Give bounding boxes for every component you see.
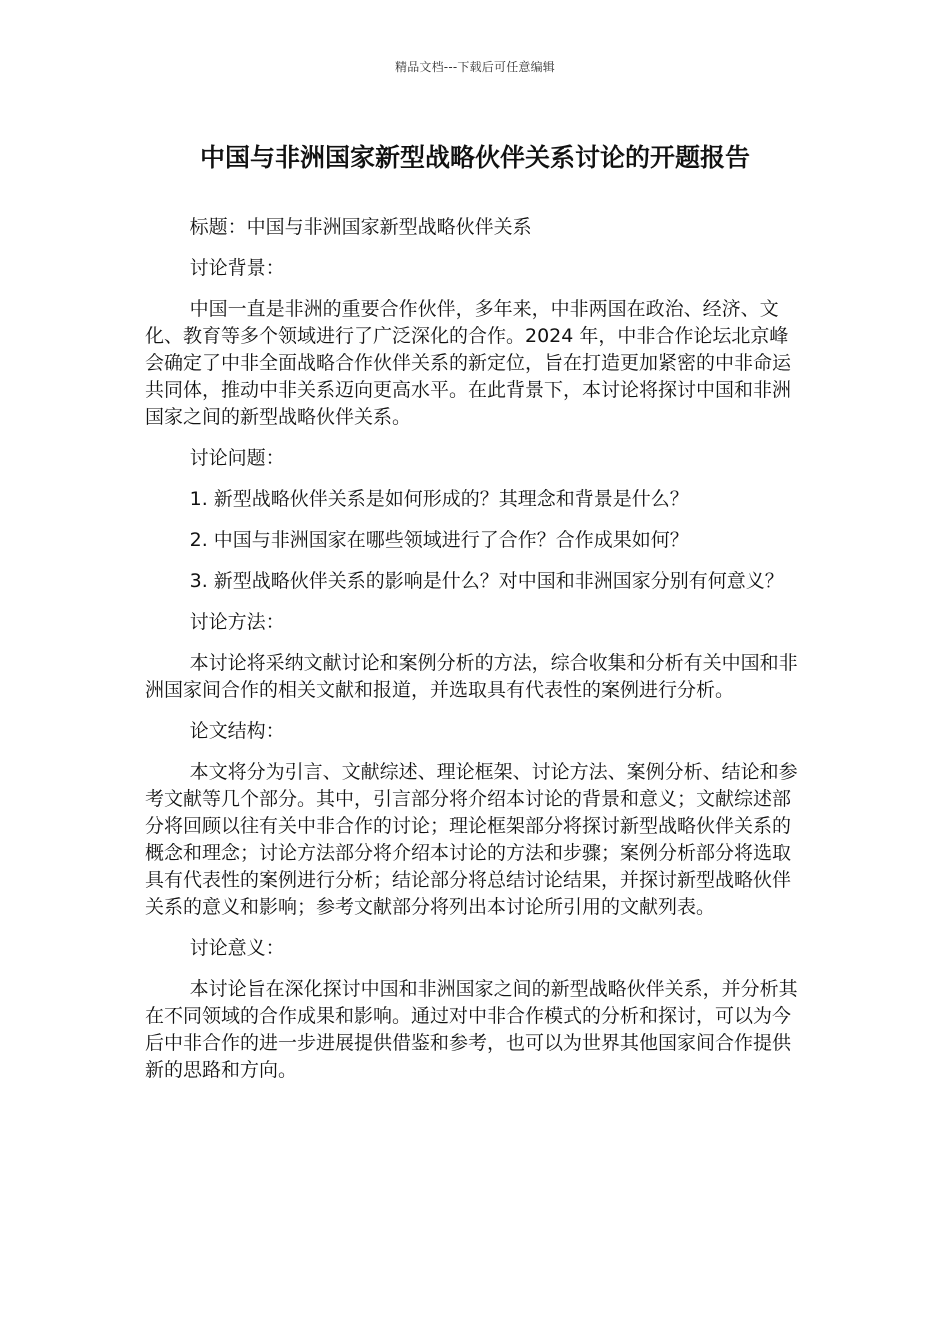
question-item-2: 2. 中国与非洲国家在哪些领域进行了合作？合作成果如何？	[189, 529, 689, 551]
structure-paragraph: 本文将分为引言、文献综述、理论框架、讨论方法、案例分析、结论和参考文献等几个部分。其中，引言部分将介绍本讨论的背景和意义；文献综述部分将回顾以往有关中非合作的讨论；理论框架部分将探讨新型战略伙伴关系的概念和理念；讨论方法部分将介绍本讨论的方法和步骤；案例分析部分将选取具有代表性的案例进行分析；结论部分将总结讨论结果，并探讨新型战略伙伴关系的意义和影响；参考文献部分将列出本讨论所引用的文献列表。	[145, 761, 798, 918]
document-body	[145, 214, 805, 1098]
significance-paragraph: 本讨论旨在深化探讨中国和非洲国家之间的新型战略伙伴关系，并分析其在不同领域的合作成果和影响。通过对中非合作模式的分析和探讨，可以为今后中非合作的进一步进展提供借鉴和参考，也可以为世界其他国家间合作提供新的思路和方向。	[145, 978, 798, 1081]
section-heading-method: 讨论方法：	[189, 611, 285, 633]
section-heading-structure: 论文结构：	[189, 720, 285, 742]
method-paragraph: 本讨论将采纳文献讨论和案例分析的方法，综合收集和分析有关中国和非洲国家间合作的相关文献和报道，并选取具有代表性的案例进行分析。	[145, 652, 798, 701]
title-line: 标题：中国与非洲国家新型战略伙伴关系	[189, 216, 532, 238]
question-item-3: 3. 新型战略伙伴关系的影响是什么？对中国和非洲国家分别有何意义？	[189, 570, 784, 592]
background-paragraph: 中国一直是非洲的重要合作伙伴，多年来，中非两国在政治、经济、文化、教育等多个领域进行了广泛深化的合作。2024 年，中非合作论坛北京峰会确定了中非全面战略合作伙伴关系的新定位，旨在打造更加紧密的中非命运共同体，推动中非关系迈向更高水平。在此背景下，本讨论将探讨中国和非洲国家之间的新型战略伙伴关系。	[145, 298, 792, 428]
document-title: 中国与非洲国家新型战略伙伴关系讨论的开题报告	[199, 143, 750, 172]
section-heading-background: 讨论背景：	[189, 257, 285, 279]
question-item-1: 1. 新型战略伙伴关系是如何形成的？其理念和背景是什么？	[189, 488, 689, 510]
section-heading-significance: 讨论意义：	[189, 937, 285, 959]
header-note: 精品文档---下载后可任意编辑	[395, 60, 555, 74]
section-heading-questions: 讨论问题：	[189, 447, 285, 469]
